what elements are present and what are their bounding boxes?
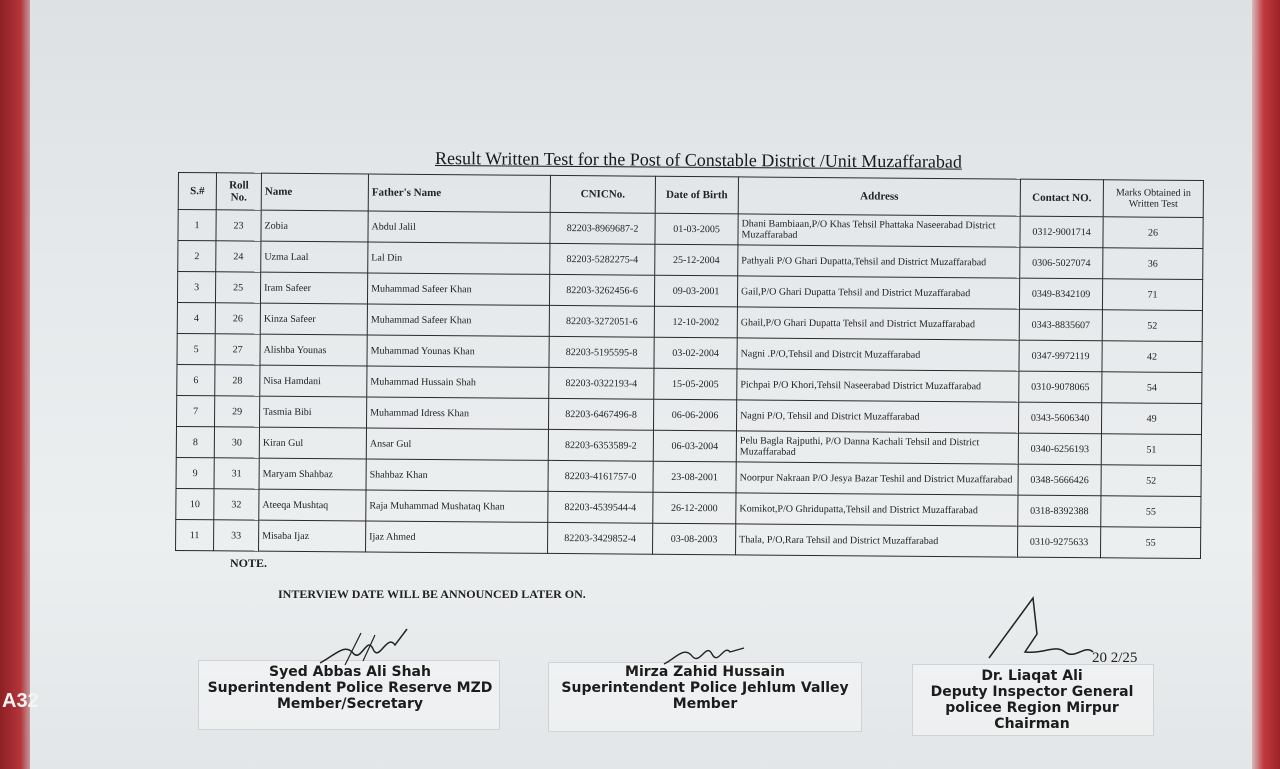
cell-address: Komikot,P/O Ghridupatta,Tehsil and District Muzaffarabad [736,493,1018,526]
cell-name: Uzma Laal [261,241,368,273]
cell-cnic: 82203-3429852-4 [548,522,653,554]
results-table-wrapper [175,172,1218,559]
signatory-2 [550,664,860,712]
cell-serial: 1 [178,210,216,241]
cell-name: Kiran Gul [259,427,366,459]
cell-marks: 49 [1101,403,1201,435]
signatory-1-name: Syed Abbas Ali Shah [269,664,431,680]
signatory-3-role: Chairman [994,716,1070,732]
red-background-right [1250,0,1280,769]
header-address: Address [738,177,1020,216]
cell-dob: 12-10-2002 [654,306,737,338]
cell-serial: 10 [176,488,214,519]
cell-serial: 4 [177,302,215,333]
header-father-name: Father's Name [368,174,550,212]
cell-cnic: 82203-3262456-6 [549,274,654,306]
cell-contact: 0349-8342109 [1019,278,1102,310]
cell-contact: 0343-8835607 [1019,309,1102,341]
cell-father-name: Ijaz Ahmed [366,521,548,553]
cell-marks: 51 [1101,434,1201,466]
cell-contact: 0318-8392388 [1018,495,1101,527]
cell-address: Dhani Bambiaan,P/O Khas Tehsil Phattaka Naseerabad District Muzaffarabad [738,214,1020,247]
cell-marks: 55 [1101,496,1201,528]
cell-dob: 09-03-2001 [654,275,737,307]
cell-address: Pichpai P/O Khori,Tehsil Naseerabad District Muzaffarabad [737,369,1019,402]
cell-father-name: Abdul Jalil [368,211,550,243]
cell-cnic: 82203-5195595-8 [549,336,654,368]
cell-name: Alishba Younas [260,334,367,366]
signatory-2-role: Member [672,696,738,712]
cell-dob: 06-06-2006 [653,399,736,431]
cell-cnic: 82203-3272051-6 [549,305,654,337]
cell-father-name: Muhammad Safeer Khan [367,304,549,336]
signatory-2-title: Superintendent Police Jehlum Valley [561,680,849,696]
cell-contact: 0340-6256193 [1018,433,1101,465]
cell-serial: 9 [176,457,214,488]
cell-address: Pelu Bagla Rajputhi, P/O Danna Kachali Tehsil and District Muzaffarabad [736,431,1018,464]
signatory-1-role: Member/Secretary [277,696,423,712]
cell-marks: 36 [1103,248,1203,280]
cell-serial: 7 [177,395,215,426]
header-name: Name [261,173,368,211]
cell-name: Ateeqa Mushtaq [259,489,366,521]
cell-serial: 6 [177,364,215,395]
cell-name: Nisa Hamdani [260,365,367,397]
header-serial: S.# [178,173,216,210]
cell-roll-no: 26 [215,303,260,334]
cell-name: Kinza Safeer [260,303,367,335]
cell-dob: 03-02-2004 [654,337,737,369]
results-table [175,172,1204,559]
cell-name: Tasmia Bibi [259,396,366,428]
cell-name: Iram Safeer [260,272,367,304]
cell-roll-no: 23 [216,210,261,241]
cell-address: Thala, P/O,Rara Tehsil and District Muzaffarabad [736,524,1018,557]
cell-roll-no: 28 [215,365,260,396]
cell-marks: 42 [1102,341,1202,373]
cell-father-name: Lal Din [368,242,550,274]
cell-dob: 06-03-2004 [653,430,736,462]
device-watermark: A32 [2,690,39,712]
cell-marks: 54 [1102,372,1202,404]
header-cnic: CNICNo. [550,175,655,213]
cell-address: Pathyali P/O Ghari Dupatta,Tehsil and District Muzaffarabad [738,245,1020,278]
cell-contact: 0347-9972119 [1019,340,1102,372]
cell-contact: 0310-9078065 [1019,371,1102,403]
cell-dob: 01-03-2005 [655,213,738,245]
cell-name: Misaba Ijaz [259,520,366,552]
cell-dob: 15-05-2005 [654,368,737,400]
notice-sheet [30,0,1252,769]
cell-father-name: Ansar Gul [366,428,548,460]
cell-serial: 2 [178,241,216,272]
red-background-left [0,0,34,769]
cell-name: Zobia [261,210,368,242]
header-roll-no: Roll No. [216,173,261,210]
signatory-3-title: Deputy Inspector General [930,684,1134,700]
cell-father-name: Muhammad Safeer Khan [367,273,549,305]
cell-cnic: 82203-6467496-8 [548,398,653,430]
cell-dob: 23-08-2001 [653,461,736,493]
cell-cnic: 82203-4539544-4 [548,491,653,523]
cell-roll-no: 30 [214,427,259,458]
cell-address: Ghail,P/O Ghari Dupatta Tehsil and District Muzaffarabad [737,307,1019,340]
cell-father-name: Muhammad Younas Khan [367,335,549,367]
cell-marks: 52 [1102,310,1202,342]
cell-roll-no: 33 [214,520,259,551]
cell-marks: 52 [1101,465,1201,497]
cell-serial: 11 [176,519,214,550]
cell-serial: 8 [176,426,214,457]
signatory-1 [205,664,495,712]
cell-cnic: 82203-6353589-2 [548,429,653,461]
cell-roll-no: 32 [214,489,259,520]
signatory-3 [912,668,1152,732]
cell-contact: 0306-5027074 [1020,247,1103,279]
cell-cnic: 82203-4161757-0 [548,460,653,492]
header-contact: Contact NO. [1020,179,1103,217]
cell-address: Noorpur Nakraan P/O Jesya Bazar Teshil and District Muzaffarabad [736,462,1018,495]
note-label: NOTE. [230,556,268,570]
cell-serial: 5 [177,333,215,364]
cell-father-name: Shahbaz Khan [366,459,548,491]
handwritten-date: 20 2/25 [1092,650,1138,666]
signatory-1-title: Superintendent Police Reserve MZD [207,680,493,696]
cell-marks: 55 [1100,527,1200,559]
cell-marks: 26 [1103,217,1203,249]
cell-dob: 03-08-2003 [653,523,736,555]
cell-dob: 26-12-2000 [653,492,736,524]
table-row [176,519,1201,558]
cell-contact: 0312-9001714 [1020,216,1103,248]
cell-roll-no: 24 [216,241,261,272]
cell-marks: 71 [1102,279,1202,311]
cell-contact: 0343-5606340 [1018,402,1101,434]
signatory-2-name: Mirza Zahid Hussain [625,664,785,680]
cell-contact: 0348-5666426 [1018,464,1101,496]
header-dob: Date of Birth [655,176,738,214]
cell-cnic: 82203-8969687-2 [550,212,655,244]
cell-dob: 25-12-2004 [655,244,738,276]
document-title: Result Written Test for the Post of Constable District /Unit Muzaffarabad [434,148,962,172]
cell-roll-no: 27 [215,334,260,365]
cell-cnic: 82203-5282275-4 [550,243,655,275]
cell-father-name: Muhammad Idress Khan [366,397,548,429]
cell-contact: 0310-9275633 [1018,526,1101,558]
cell-roll-no: 25 [215,272,260,303]
cell-serial: 3 [177,272,215,303]
cell-roll-no: 29 [215,396,260,427]
table-body [176,210,1204,559]
cell-cnic: 82203-0322193-4 [549,367,654,399]
interview-note: INTERVIEW DATE WILL BE ANNOUNCED LATER ON. [278,587,586,601]
cell-address: Gail,P/O Ghari Dupatta Tehsil and District Muzaffarabad [737,276,1019,309]
cell-father-name: Raja Muhammad Mushataq Khan [366,490,548,522]
cell-address: Nagni .P/O,Tehsil and Distrcit Muzaffarabad [737,338,1019,371]
cell-address: Nagni P/O, Tehsil and District Muzaffarabad [736,400,1018,433]
cell-name: Maryam Shahbaz [259,458,366,490]
cell-father-name: Muhammad Hussain Shah [367,366,549,398]
header-marks: Marks Obtained in Written Test [1103,180,1203,218]
cell-roll-no: 31 [214,458,259,489]
signatory-3-name: Dr. Liaqat Ali [981,668,1083,684]
signatory-3-title2: policee Region Mirpur [945,700,1119,716]
